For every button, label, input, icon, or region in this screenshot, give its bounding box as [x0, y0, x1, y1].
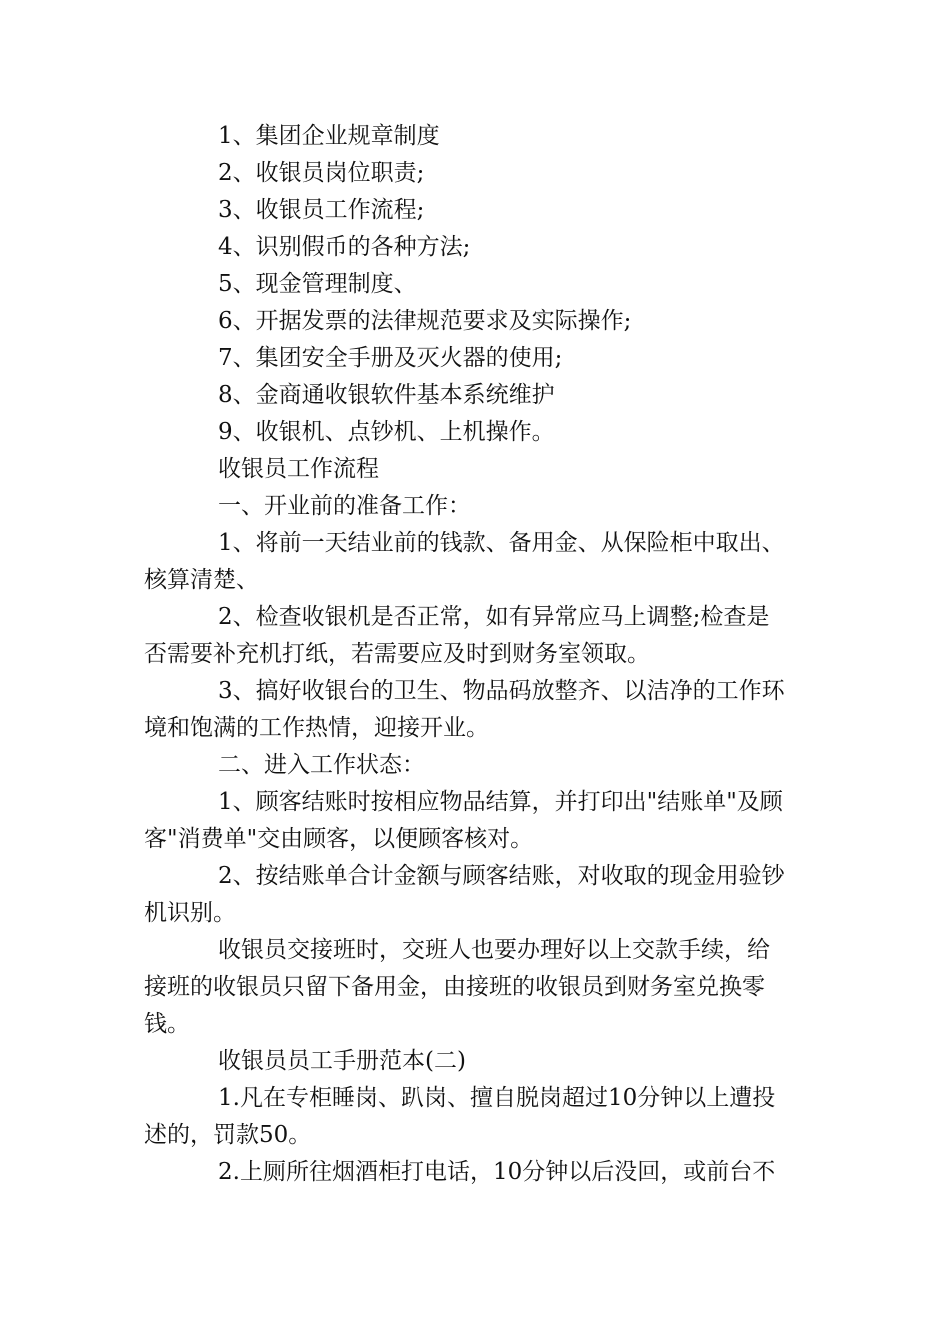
paragraph-line: 机识别。: [144, 900, 236, 926]
paragraph-line: 核算清楚、: [144, 567, 259, 593]
paragraph-line: 否需要补充机打纸，若需要应及时到财务室领取。: [144, 641, 650, 667]
paragraph-line: 1.凡在专柜睡岗、趴岗、擅自脱岗超过10分钟以上遭投: [218, 1085, 776, 1111]
paragraph-line: 境和饱满的工作热情，迎接开业。: [144, 715, 489, 741]
paragraph-line: 1、将前一天结业前的钱款、备用金、从保险柜中取出、: [218, 530, 785, 556]
paragraph-line: 收银员交接班时，交班人也要办理好以上交款手续，给: [218, 937, 770, 963]
list-item: 1、集团企业规章制度: [218, 123, 440, 149]
list-item: 6、开据发票的法律规范要求及实际操作;: [218, 308, 632, 334]
list-item: 3、收银员工作流程;: [218, 197, 425, 223]
paragraph-line: 2、按结账单合计金额与顾客结账，对收取的现金用验钞: [218, 863, 785, 889]
paragraph-line: 接班的收银员只留下备用金，由接班的收银员到财务室兑换零: [144, 974, 765, 1000]
section-heading: 收银员员工手册范本(二): [218, 1048, 466, 1074]
document-body: [144, 118, 809, 1191]
paragraph-line: 客"消费单"交由顾客，以便顾客核对。: [144, 826, 534, 852]
list-item: 8、金商通收银软件基本系统维护: [218, 382, 555, 408]
list-item: 5、现金管理制度、: [218, 271, 417, 297]
paragraph-line: 2.上厕所往烟酒柜打电话，10分钟以后没回，或前台不: [218, 1159, 776, 1185]
paragraph-line: 钱。: [144, 1011, 190, 1037]
list-item: 2、收银员岗位职责;: [218, 160, 425, 186]
section-heading: 收银员工作流程: [218, 456, 379, 482]
subsection-heading: 二、进入工作状态：: [218, 752, 425, 778]
list-item: 7、集团安全手册及灭火器的使用;: [218, 345, 563, 371]
paragraph-line: 述的，罚款50。: [144, 1122, 312, 1148]
list-item: 9、收银机、点钞机、上机操作。: [218, 419, 555, 445]
paragraph-line: 3、搞好收银台的卫生、物品码放整齐、以洁净的工作环: [218, 678, 785, 704]
paragraph-line: 2、检查收银机是否正常，如有异常应马上调整;检查是: [218, 604, 770, 630]
subsection-heading: 一、开业前的准备工作：: [218, 493, 471, 519]
list-item: 4、识别假币的各种方法;: [218, 234, 471, 260]
paragraph-line: 1、顾客结账时按相应物品结算，并打印出"结账单"及顾: [218, 789, 783, 815]
